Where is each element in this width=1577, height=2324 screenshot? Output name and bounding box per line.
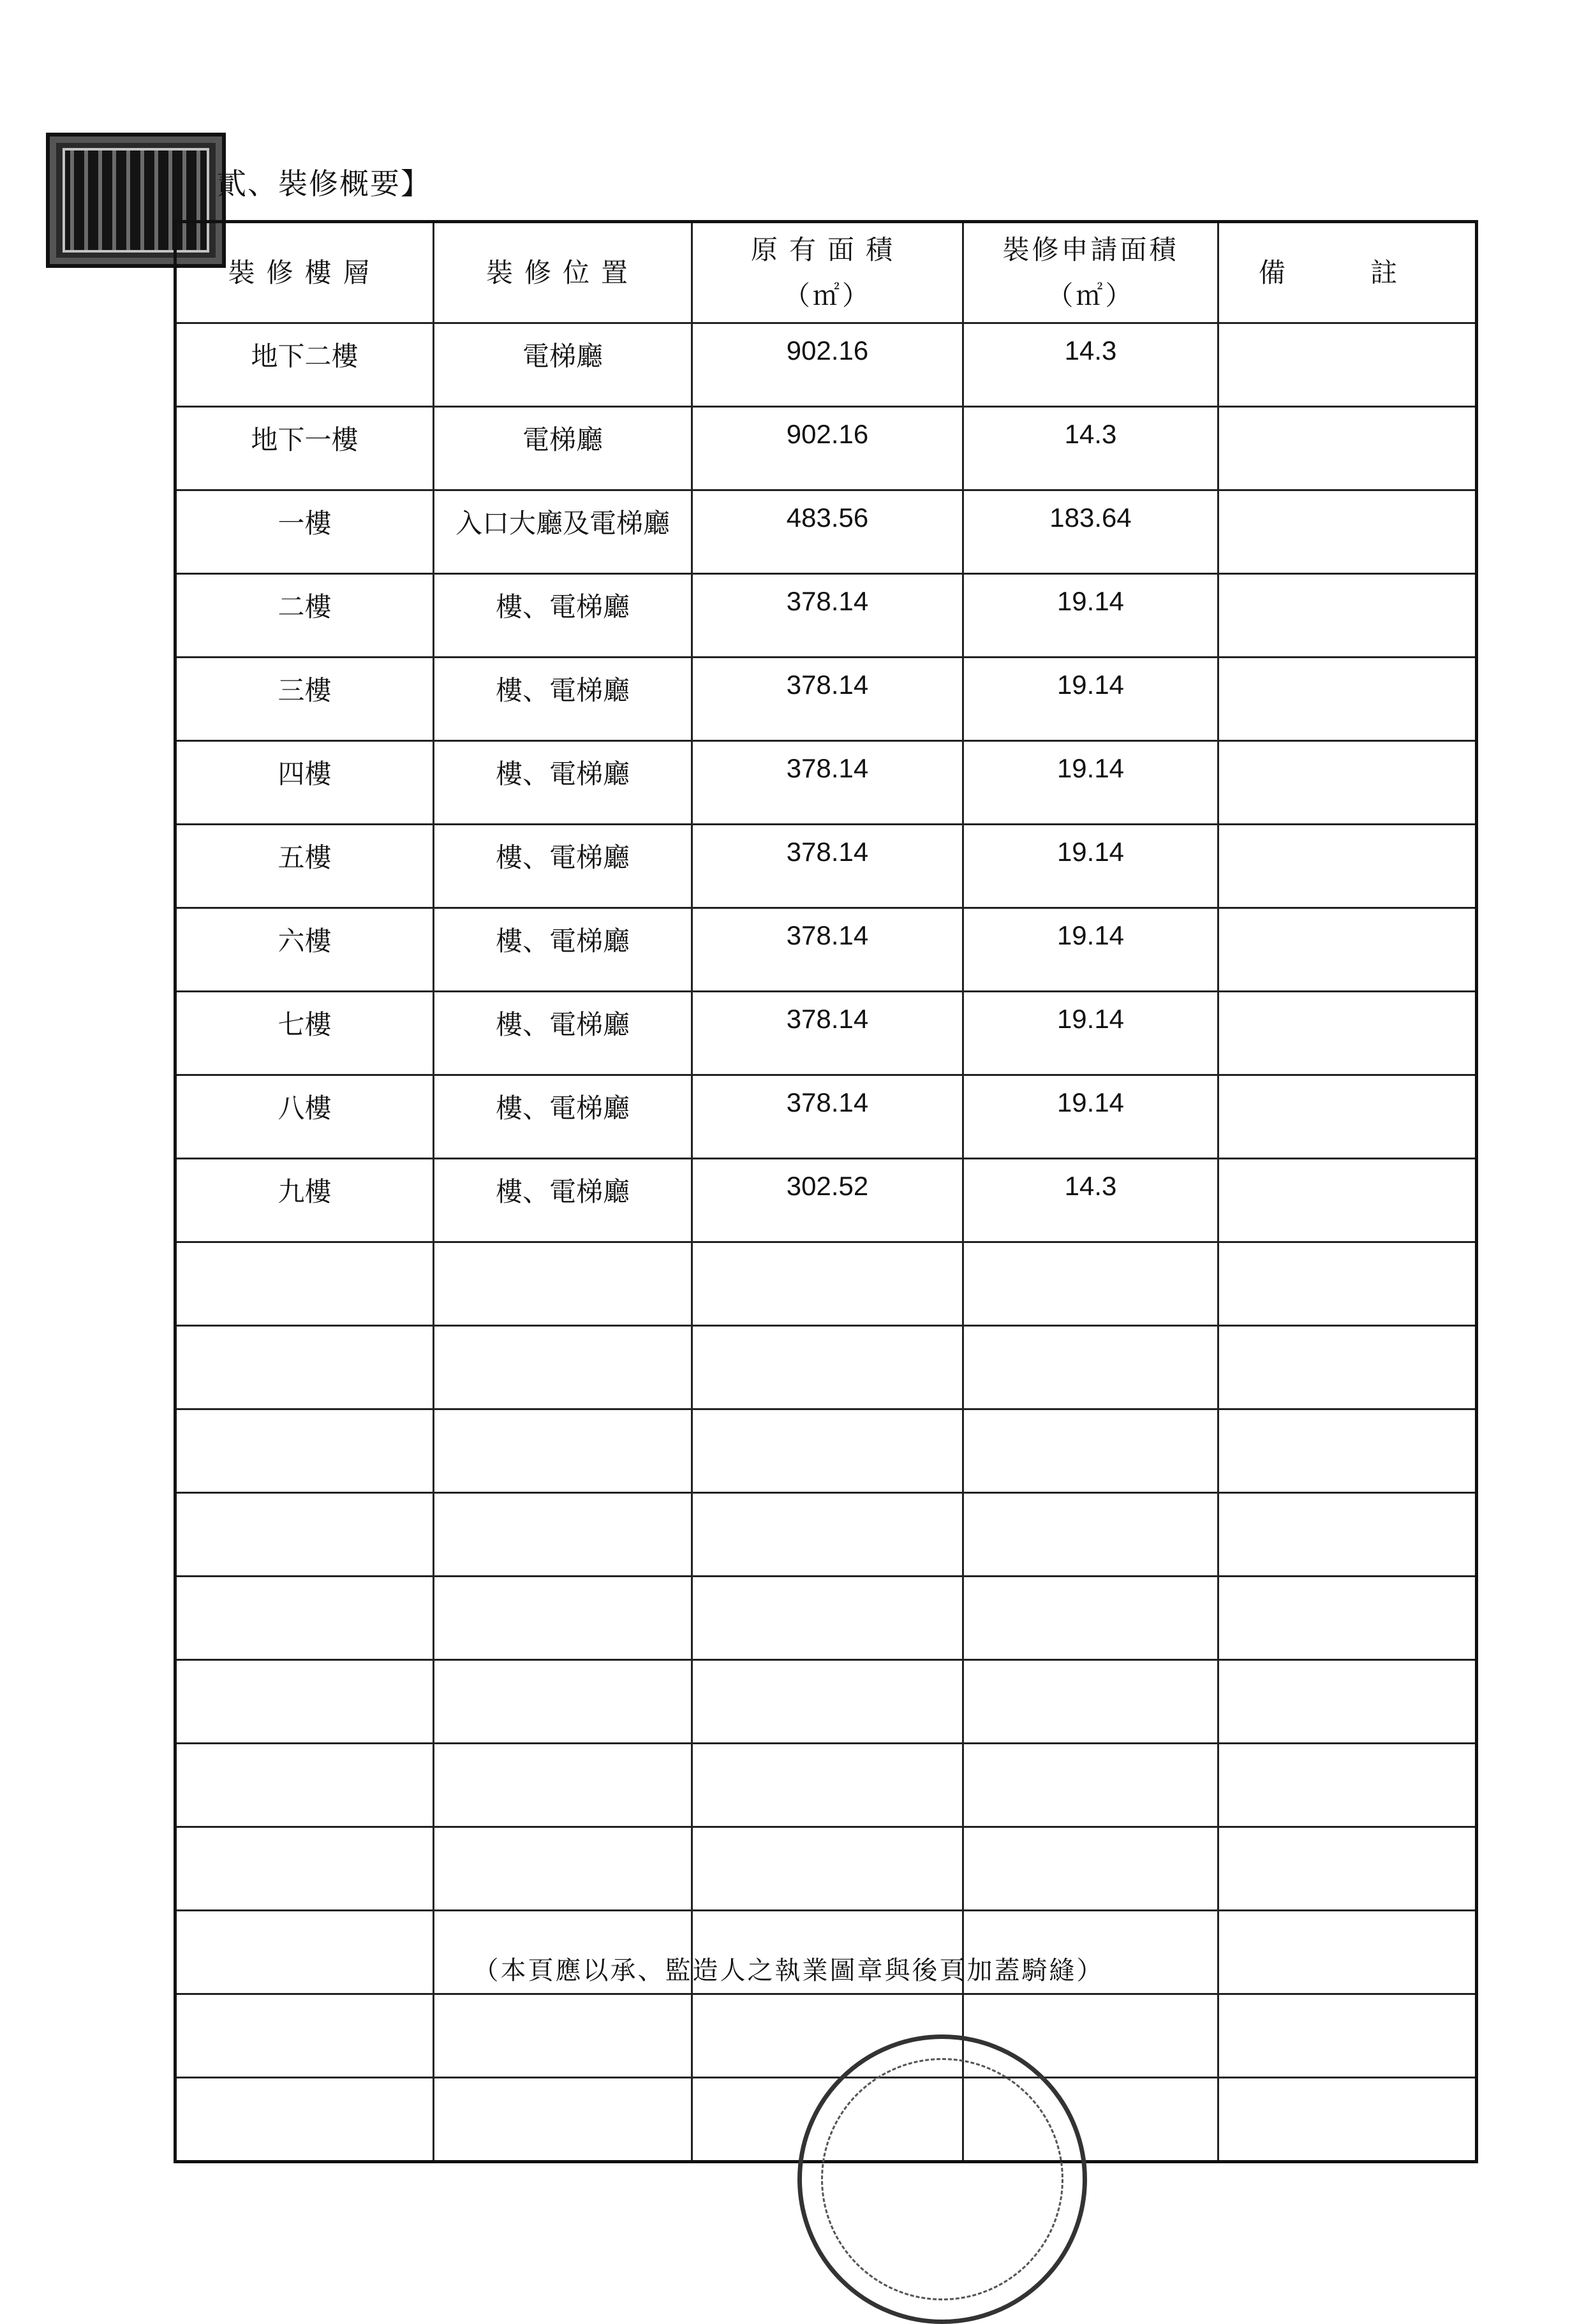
cell-applied-area [963, 1660, 1218, 1744]
table-row [175, 1994, 1477, 2078]
renovation-summary-table [174, 220, 1478, 2163]
cell-location: 樓、電梯廳 [434, 992, 692, 1075]
cell-remarks [1218, 1159, 1477, 1242]
cell-location: 電梯廳 [434, 323, 692, 407]
cell-location: 樓、電梯廳 [434, 574, 692, 658]
cell-applied-area [963, 1577, 1218, 1660]
cell-location [434, 1827, 692, 1911]
cell-floor: 地下二樓 [175, 323, 434, 407]
table-row [175, 574, 1477, 658]
cell-original-area: 902.16 [692, 407, 963, 490]
cell-applied-area [963, 1242, 1218, 1326]
cell-floor: 地下一樓 [175, 407, 434, 490]
cell-original-area: 378.14 [692, 992, 963, 1075]
cell-original-area: 378.14 [692, 1075, 963, 1159]
cell-location [434, 1660, 692, 1744]
cell-applied-area: 19.14 [963, 574, 1218, 658]
cell-remarks [1218, 1577, 1477, 1660]
table-row [175, 1493, 1477, 1577]
table-row [175, 1242, 1477, 1326]
table-body [175, 323, 1477, 2162]
cell-remarks [1218, 1660, 1477, 1744]
cell-applied-area [963, 1744, 1218, 1827]
cell-remarks [1218, 741, 1477, 825]
cell-location: 樓、電梯廳 [434, 825, 692, 908]
cell-remarks [1218, 1493, 1477, 1577]
table-row [175, 1075, 1477, 1159]
table-row [175, 1409, 1477, 1493]
cell-floor [175, 1326, 434, 1409]
cell-location: 樓、電梯廳 [434, 1075, 692, 1159]
header-applied-area-unit: （㎡） [1046, 279, 1135, 311]
table-row [175, 1577, 1477, 1660]
cell-remarks [1218, 1075, 1477, 1159]
cell-location [434, 1326, 692, 1409]
cell-original-area [692, 1242, 963, 1326]
cell-original-area: 378.14 [692, 658, 963, 741]
table-row [175, 490, 1477, 574]
cell-remarks [1218, 323, 1477, 407]
header-remarks: 備 註 [1218, 222, 1477, 323]
cell-floor [175, 1409, 434, 1493]
cell-floor [175, 1660, 434, 1744]
cell-original-area [692, 1493, 963, 1577]
cell-remarks [1218, 1744, 1477, 1827]
cell-remarks [1218, 1242, 1477, 1326]
table-row [175, 658, 1477, 741]
header-original-area [692, 222, 963, 323]
table-row [175, 1159, 1477, 1242]
table-row [175, 825, 1477, 908]
cell-location: 樓、電梯廳 [434, 1159, 692, 1242]
cell-original-area [692, 1744, 963, 1827]
cell-floor: 七樓 [175, 992, 434, 1075]
cell-floor: 六樓 [175, 908, 434, 992]
cell-applied-area [963, 1827, 1218, 1911]
cell-location: 電梯廳 [434, 407, 692, 490]
cell-remarks [1218, 490, 1477, 574]
cell-location [434, 1994, 692, 2078]
cell-floor: 二樓 [175, 574, 434, 658]
cell-applied-area: 19.14 [963, 1075, 1218, 1159]
table-row [175, 992, 1477, 1075]
cell-applied-area: 19.14 [963, 658, 1218, 741]
cell-remarks [1218, 658, 1477, 741]
footnote: （本頁應以承、監造人之執業圖章與後頁加蓋騎縫） [473, 1956, 1104, 1985]
cell-remarks [1218, 1409, 1477, 1493]
table-row [175, 741, 1477, 825]
cell-location: 樓、電梯廳 [434, 741, 692, 825]
table-row [175, 1744, 1477, 1827]
cell-remarks [1218, 2078, 1477, 2162]
table-row [175, 1660, 1477, 1744]
header-applied-area-label: 裝修申請面積 [1002, 233, 1179, 265]
cell-applied-area: 19.14 [963, 992, 1218, 1075]
cell-floor [175, 1493, 434, 1577]
cell-location [434, 1744, 692, 1827]
table-row [175, 1827, 1477, 1911]
cell-original-area: 378.14 [692, 574, 963, 658]
cell-original-area: 378.14 [692, 908, 963, 992]
cell-applied-area: 19.14 [963, 825, 1218, 908]
cell-applied-area [963, 1409, 1218, 1493]
cell-original-area: 483.56 [692, 490, 963, 574]
cell-remarks [1218, 407, 1477, 490]
cell-remarks [1218, 1994, 1477, 2078]
cell-remarks [1218, 574, 1477, 658]
cell-floor [175, 1577, 434, 1660]
cell-floor [175, 1744, 434, 1827]
cell-original-area [692, 1409, 963, 1493]
cell-applied-area: 19.14 [963, 908, 1218, 992]
cell-location: 樓、電梯廳 [434, 658, 692, 741]
cell-floor: 三樓 [175, 658, 434, 741]
table-row [175, 1326, 1477, 1409]
cell-applied-area: 14.3 [963, 407, 1218, 490]
cell-floor [175, 1994, 434, 2078]
cell-location [434, 2078, 692, 2162]
header-floor: 裝修樓層 [175, 222, 434, 323]
header-location: 裝修位置 [434, 222, 692, 323]
cell-applied-area: 19.14 [963, 741, 1218, 825]
cell-applied-area: 14.3 [963, 1159, 1218, 1242]
cell-location [434, 1493, 692, 1577]
cell-remarks [1218, 1326, 1477, 1409]
cell-floor: 五樓 [175, 825, 434, 908]
table-row [175, 908, 1477, 992]
cell-floor [175, 1827, 434, 1911]
cell-original-area [692, 1577, 963, 1660]
cell-location [434, 1242, 692, 1326]
cell-floor [175, 1242, 434, 1326]
cell-original-area: 378.14 [692, 825, 963, 908]
cell-floor: 一樓 [175, 490, 434, 574]
cell-remarks [1218, 908, 1477, 992]
cell-original-area [692, 1326, 963, 1409]
cell-location [434, 1577, 692, 1660]
cell-original-area [692, 1660, 963, 1744]
cell-floor: 九樓 [175, 1159, 434, 1242]
header-original-area-unit: （㎡） [783, 279, 871, 311]
cell-remarks [1218, 825, 1477, 908]
header-original-area-label: 原有面積 [750, 233, 904, 265]
table-row [175, 407, 1477, 490]
cell-floor: 八樓 [175, 1075, 434, 1159]
cell-location: 樓、電梯廳 [434, 908, 692, 992]
table-header-row [175, 222, 1477, 323]
section-title: 貳、裝修概要】 [217, 166, 431, 201]
cell-applied-area: 183.64 [963, 490, 1218, 574]
cell-floor: 四樓 [175, 741, 434, 825]
cell-applied-area [963, 1326, 1218, 1409]
header-applied-area [963, 222, 1218, 323]
cell-location: 入口大廳及電梯廳 [434, 490, 692, 574]
cell-location [434, 1409, 692, 1493]
cell-floor [175, 2078, 434, 2162]
cell-original-area: 302.52 [692, 1159, 963, 1242]
cell-remarks [1218, 1827, 1477, 1911]
table-row [175, 323, 1477, 407]
cell-original-area [692, 1827, 963, 1911]
cell-applied-area [963, 1493, 1218, 1577]
seal-stamp-bottom [797, 2034, 1087, 2324]
cell-applied-area: 14.3 [963, 323, 1218, 407]
cell-original-area: 378.14 [692, 741, 963, 825]
cell-original-area: 902.16 [692, 323, 963, 407]
cell-remarks [1218, 992, 1477, 1075]
